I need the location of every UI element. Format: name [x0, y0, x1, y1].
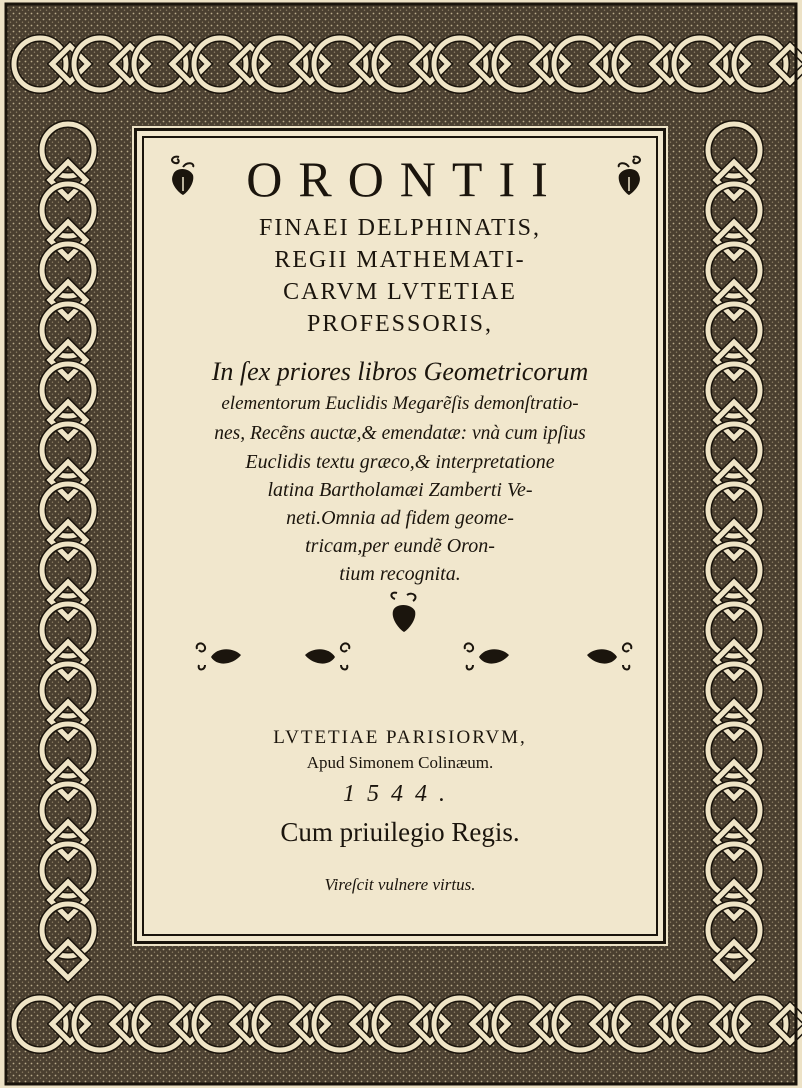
- title-panel: [134, 128, 666, 944]
- description-line: In ſex priores libros Geometricorum: [211, 357, 589, 386]
- description-line: neti.Omnia ad fidem geome-: [286, 507, 514, 529]
- description-line: latina Bartholamæi Zamberti Ve-: [267, 479, 533, 501]
- vine-leaf-icon: [193, 639, 245, 673]
- vine-leaf-icon: [583, 639, 635, 673]
- vine-leaf-icon: [385, 589, 425, 635]
- imprint-printer: Apud Simonem Colinæum.: [306, 753, 494, 772]
- printer-motto: Vireſcit vulnere virtus.: [324, 875, 476, 894]
- imprint-place: LVTETIAE PARISIORVM,: [273, 727, 527, 748]
- title-line: CARVM LVTETIAE: [283, 279, 517, 305]
- description-line: Euclidis textu græco,& interpretatione: [245, 451, 555, 473]
- description-line: elementorum Euclidis Megarẽſis demonſtratio-: [221, 393, 579, 414]
- royal-privilege: Cum priuilegio Regis.: [280, 817, 520, 847]
- vine-leaf-icon: [301, 639, 353, 673]
- description-line: nes, Recẽns auctæ,& emendatæ: vnà cum ipſius: [214, 423, 586, 444]
- description-line: tricam,per eundẽ Oron-: [305, 535, 495, 557]
- author-name: ORONTII: [246, 151, 564, 207]
- title-line: FINAEI DELPHINATIS,: [259, 215, 541, 241]
- vine-leaf-icon: [461, 639, 513, 673]
- description-line: tium recognita.: [339, 563, 461, 585]
- imprint-year: 1544.: [343, 781, 457, 807]
- title-line: REGII MATHEMATI-: [274, 247, 526, 273]
- title-line: PROFESSORIS,: [306, 311, 494, 337]
